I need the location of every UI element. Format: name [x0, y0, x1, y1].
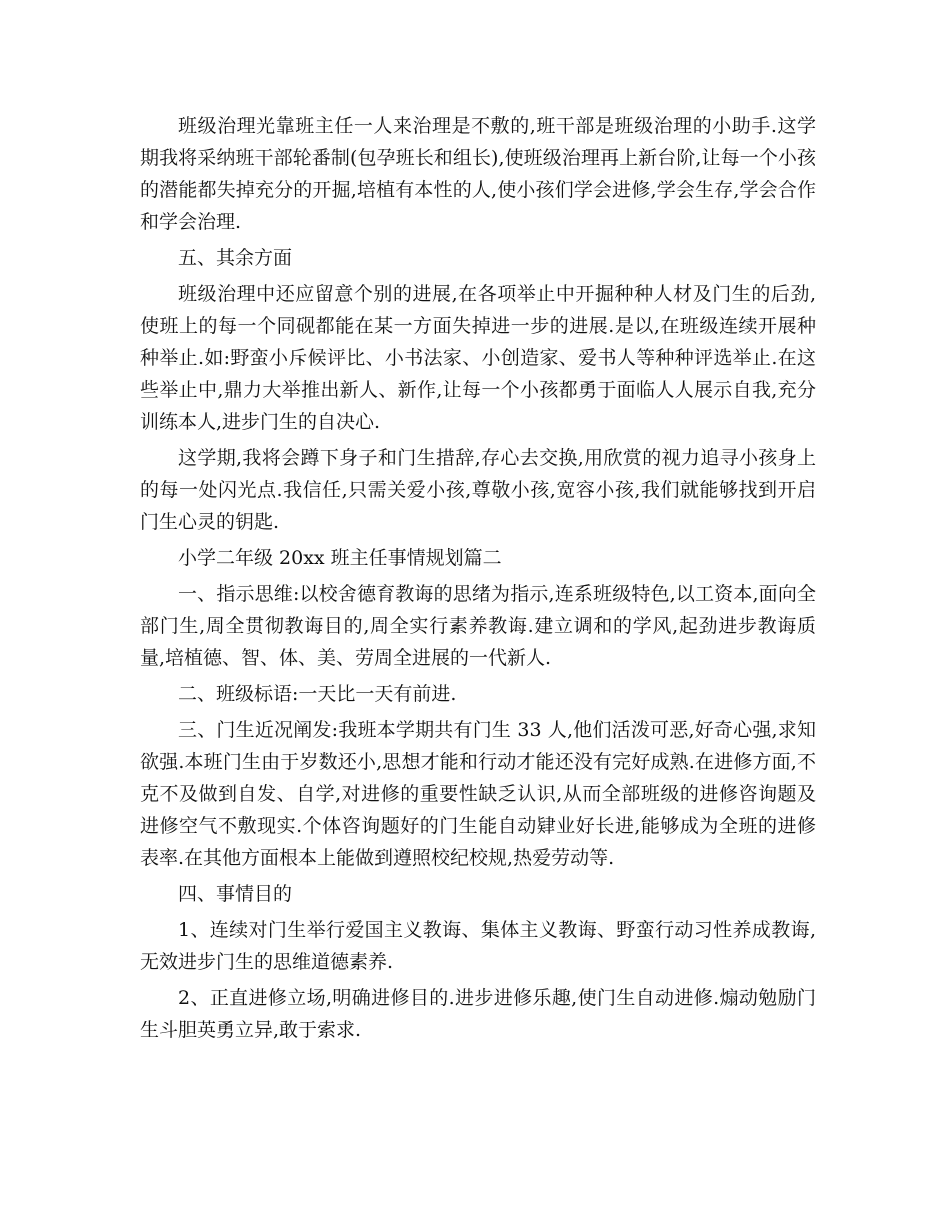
paragraph-goal-2: 2、正直进修立场,明确进修目的.进步进修乐趣,使门生自动进修.煽动勉励门生斗胆英勇立异,敢于索求.	[140, 987, 816, 1041]
paragraph-class-slogan: 二、班级标语:一天比一天有前进.	[178, 683, 457, 705]
section-heading-work-goals: 四、事情目的	[178, 883, 293, 905]
paragraph-goal-1: 1、连续对门生举行爱国主义教诲、集体主义教诲、野蛮行动习性养成教诲,无效进步门生的思维道德素养.	[140, 919, 816, 973]
paragraph-student-analysis: 三、门生近况阐发:我班本学期共有门生 33 人,他们活泼可恶,好奇心强,求知欲强.本班门生由于岁数还小,思想才能和行动才能还没有完好成熟.在进修方面,不克不及做到自发、自学,对进修的重要性缺乏认识,从而全部班级的进修咨询题及进修空气不敷现实.个体咨询题好的门生能自动肄业好长进,能够成为全班的进修表率.在其他方面根本上能做到遵照校纪校规,热爱劳动等.	[140, 719, 816, 869]
paragraph-communication: 这学期,我将会蹲下身子和门生措辞,存心去交换,用欣赏的视力追寻小孩身上的每一处闪光点.我信任,只需关爱小孩,尊敬小孩,宽容小孩,我们就能够找到开启门生心灵的钥匙.	[140, 447, 816, 533]
paragraph-individual-development: 班级治理中还应留意个别的进展,在各项举止中开掘种种人材及门生的后劲,使班上的每一个同砚都能在某一方面失掉进一步的进展.是以,在班级连续开展种种举止.如:野蛮小斥候评比、小书法家、小创造家、爱书人等种种评选举止.在这些举止中,鼎力大举推出新人、新作,让每一个小孩都勇于面临人人展示自我,充分训练本人,进步门生的自决心.	[140, 283, 816, 433]
paragraph-class-management: 班级治理光靠班主任一人来治理是不敷的,班干部是班级治理的小助手.这学期我将采纳班干部轮番制(包孕班长和组长),使班级治理再上新台阶,让每一个小孩的潜能都失掉充分的开掘,培植有本性的人,使小孩们学会进修,学会生存,学会合作和学会治理.	[140, 115, 816, 233]
document-subtitle-part-two: 小学二年级 20xx 班主任事情规划篇二	[178, 547, 502, 569]
section-heading-other-aspects: 五、其余方面	[178, 247, 293, 269]
document-body	[140, 110, 816, 1050]
paragraph-guiding-thought: 一、指示思维:以校舍德育教诲的思绪为指示,连系班级特色,以工资本,面向全部门生,周全贯彻教诲目的,周全实行素养教诲.建立调和的学风,起劲进步教诲质量,培植德、智、体、美、劳周全进展的一代新人.	[140, 583, 816, 669]
